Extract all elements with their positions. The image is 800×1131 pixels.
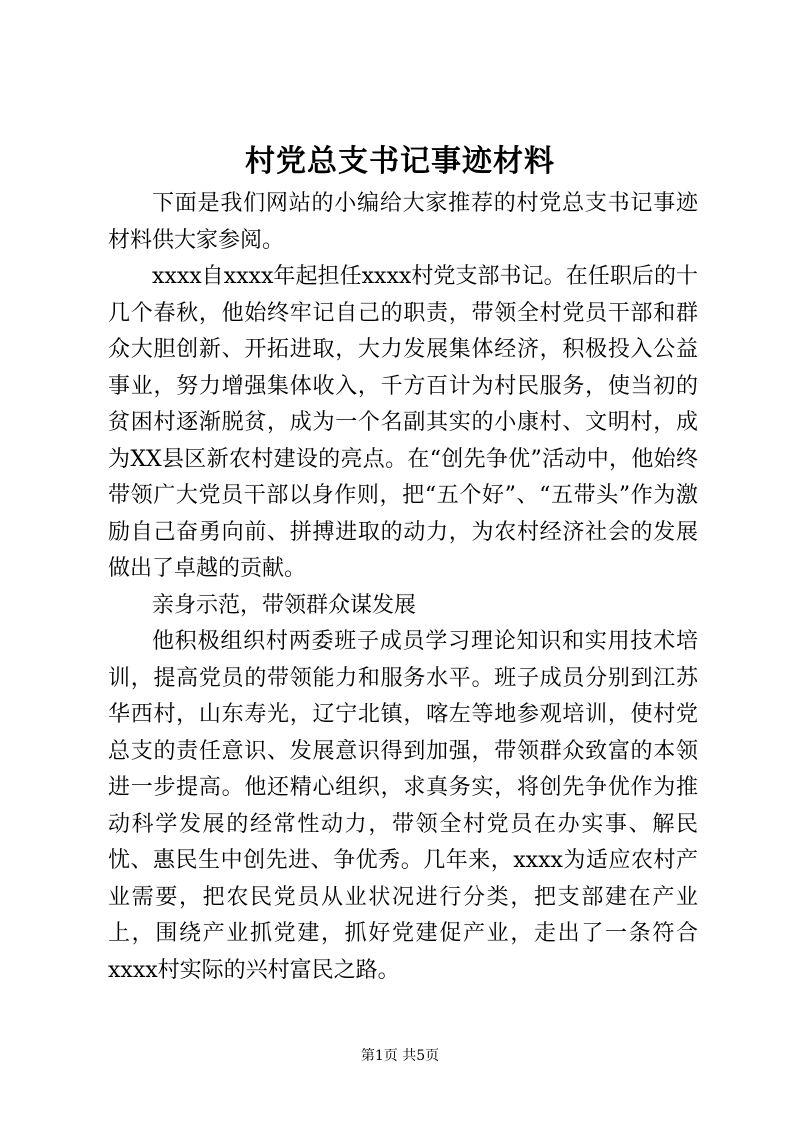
document-body xyxy=(108,186,698,989)
paragraph-background: xxxx自xxxx年起担任xxxx村党支部书记。在任职后的十几个春秋，他始终牢记自己的职责，带领全村党员干部和群众大胆创新、开拓进取，大力发展集体经济，积极投入公益事业，努力增强集体收入，千方百计为村民服务，使当初的贫困村逐渐脱贫，成为一个名副其实的小康村、文明村，成为XX县区新农村建设的亮点。在“创先争优”活动中，他始终带领广大党员干部以身作则，把“五个好”、“五带头”作为激励自己奋勇向前、拼搏进取的动力，为农村经济社会的发展做出了卓越的贡献。 xyxy=(108,264,698,581)
paragraph-section-body: 他积极组织村两委班子成员学习理论知识和实用技术培训，提高党员的带领能力和服务水平。班子成员分别到江苏华西村，山东寿光，辽宁北镇，喀左等地参观培训，使村党总支的责任意识、发展意识得到加强，带领群众致富的本领进一步提高。他还精心组织，求真务实，将创先争优作为推动科学发展的经常性动力，带领全村党员在办实事、解民忧、惠民生中创先进、争优秀。几年来，xxxx为适应农村产业需要，把农民党员从业状况进行分类，把支部建在产业上，围绕产业抓党建，抓好党建促产业，走出了一条符合xxxx村实际的兴村富民之路。 xyxy=(108,629,698,983)
document-title: 村党总支书记事迹材料 xyxy=(245,144,555,179)
paragraph-intro: 下面是我们网站的小编给大家推荐的村党总支书记事迹材料供大家参阅。 xyxy=(108,191,698,253)
section-heading: 亲身示范，带领群众谋发展 xyxy=(152,592,417,618)
page-number-footer: 第1页 共5页 xyxy=(360,1048,440,1064)
